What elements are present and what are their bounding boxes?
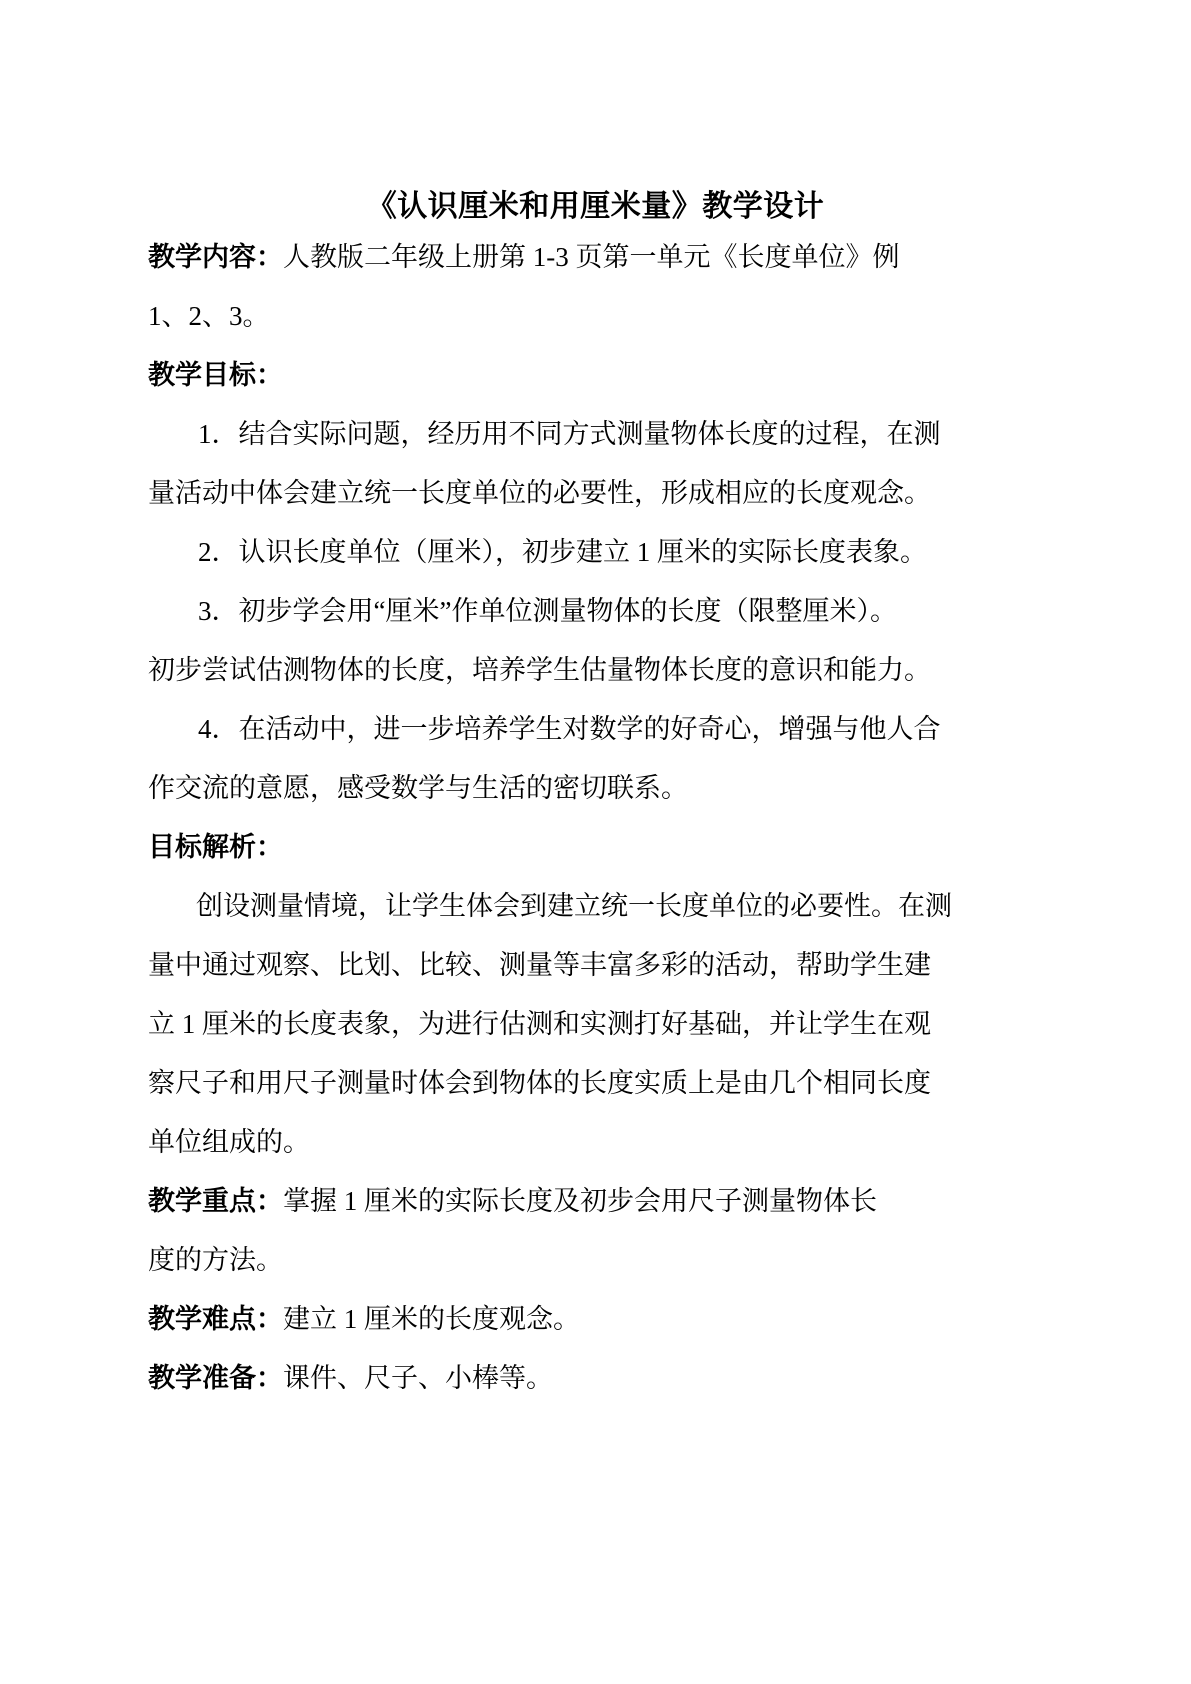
objective-3-line-2: 初步尝试估测物体的长度，培养学生估量物体长度的意识和能力。: [148, 655, 931, 685]
difficult-point-line: [148, 1290, 1043, 1349]
objective-analysis-line-1: 创设测量情境，让学生体会到建立统一长度单位的必要性。在测: [196, 891, 952, 921]
teaching-content-body: 人教版二年级上册第 1-3 页第一单元《长度单位》例: [283, 242, 900, 272]
objective-analysis-line-2: 量中通过观察、比划、比较、测量等丰富多彩的活动，帮助学生建: [148, 950, 931, 980]
preparation-line: [148, 1349, 1043, 1408]
key-point-line-1: [148, 1172, 1043, 1231]
teaching-content-line-1: [148, 228, 1043, 287]
page-title: 《认识厘米和用厘米量》教学设计: [366, 189, 825, 224]
objective-analysis-heading-label: 目标解析：: [148, 832, 283, 863]
teaching-content-label: 教学内容：: [148, 242, 283, 273]
teaching-objectives-heading: [148, 346, 1043, 405]
key-point-body: 掌握 1 厘米的实际长度及初步会用尺子测量物体长: [283, 1186, 877, 1216]
objective-4-line-2: 作交流的意愿，感受数学与生活的密切联系。: [148, 773, 688, 803]
objective-1-line-1: 1．结合实际问题，经历用不同方式测量物体长度的过程，在测: [198, 419, 941, 449]
teaching-content-line-2: 1、2、3。: [148, 301, 270, 331]
preparation-body: 课件、尺子、小棒等。: [283, 1363, 553, 1393]
key-point-label: 教学重点：: [148, 1186, 283, 1217]
preparation-label: 教学准备：: [148, 1363, 283, 1394]
objective-analysis-line-5: 单位组成的。: [148, 1127, 310, 1157]
objective-analysis-heading: [148, 818, 1043, 877]
objective-2-line-1: 2．认识长度单位（厘米），初步建立 1 厘米的实际长度表象。: [198, 537, 927, 567]
objective-1-line-2: 量活动中体会建立统一长度单位的必要性，形成相应的长度观念。: [148, 478, 931, 508]
objective-analysis-line-3: 立 1 厘米的长度表象，为进行估测和实测打好基础，并让学生在观: [148, 1009, 931, 1039]
objective-analysis-line-4: 察尺子和用尺子测量时体会到物体的长度实质上是由几个相同长度: [148, 1068, 931, 1098]
teaching-objectives-heading-label: 教学目标：: [148, 360, 283, 391]
key-point-line-2: 度的方法。: [148, 1245, 283, 1275]
objective-3-line-1: 3．初步学会用“厘米”作单位测量物体的长度（限整厘米）。: [198, 596, 897, 626]
difficult-point-label: 教学难点：: [148, 1304, 283, 1335]
objective-4-line-1: 4．在活动中，进一步培养学生对数学的好奇心，增强与他人合: [198, 714, 941, 744]
difficult-point-body: 建立 1 厘米的长度观念。: [283, 1304, 580, 1334]
